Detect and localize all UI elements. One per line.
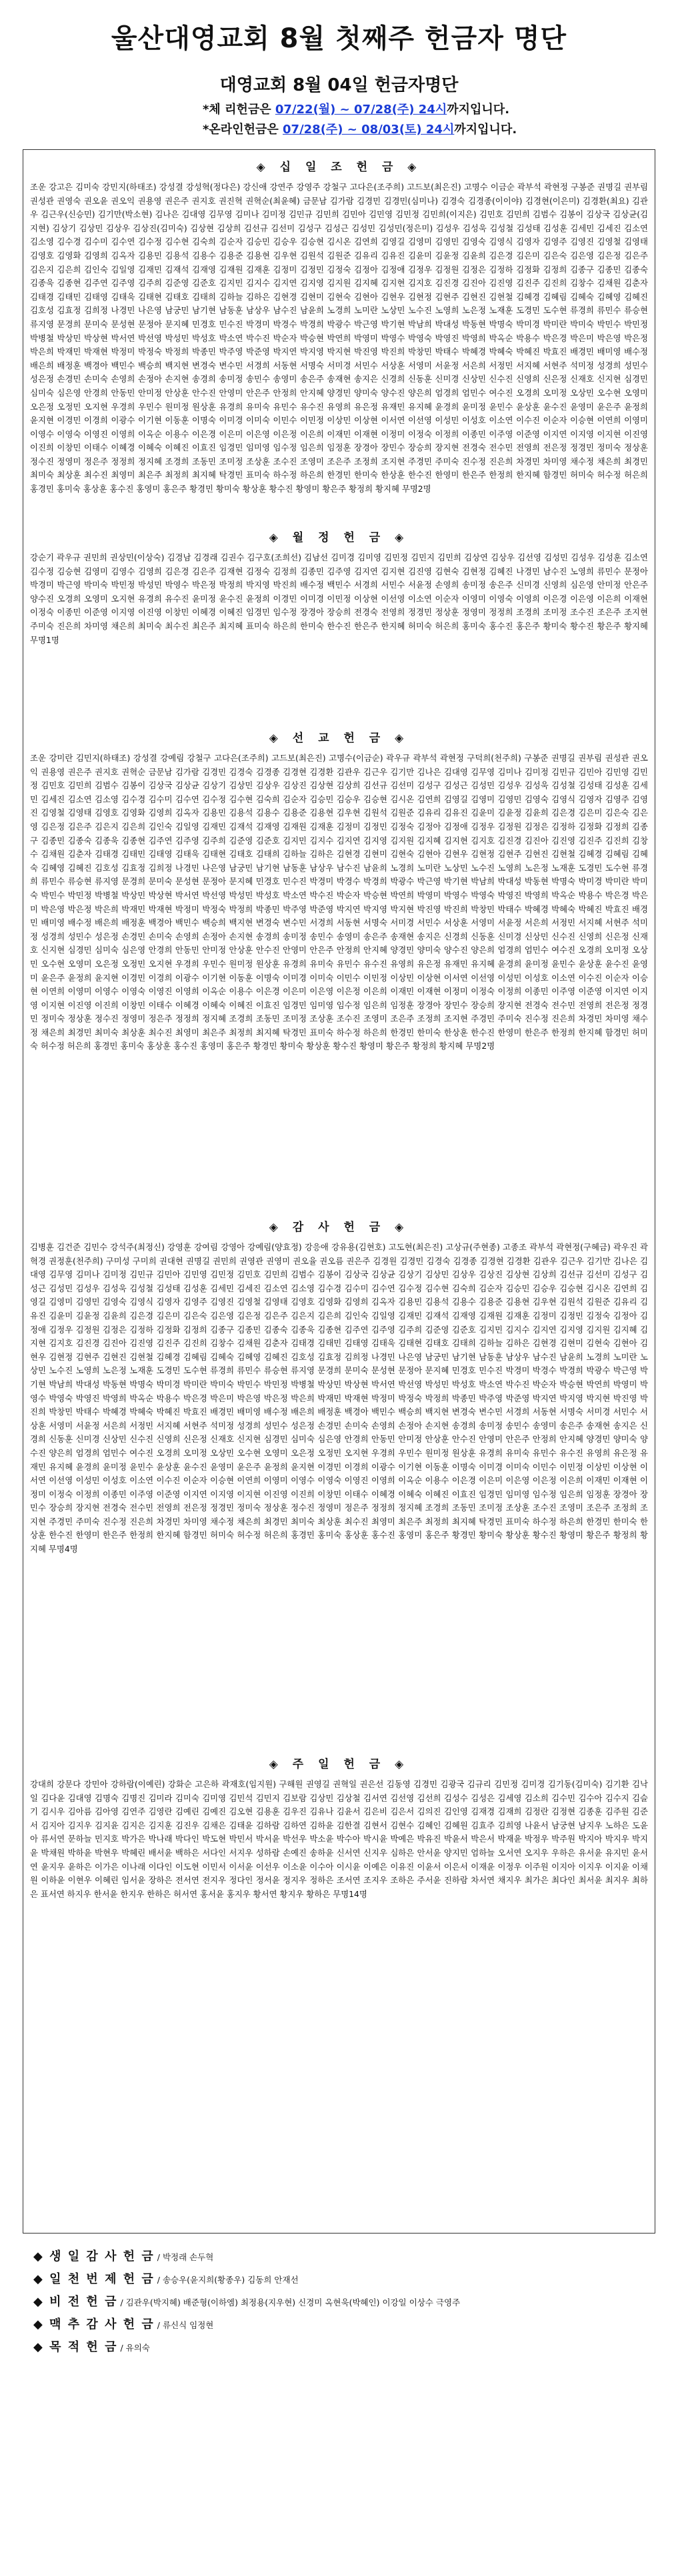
offering-names: / 김관우(박지혜) 배준형(이하엠) 최정용(지우현) 신경미 옥현욱(박혜인) 이강일 이상수 극영주 bbox=[117, 2297, 461, 2307]
offering-label: ◆ 비 전 헌 금 bbox=[33, 2295, 118, 2309]
section-sunday bbox=[30, 1751, 648, 2210]
birthday-offering-row bbox=[33, 2246, 655, 2268]
section-names: 강대희 강문다 강민아 강하람(이예린) 강화순 고은하 곽재호(임지원) 구해원 권영길 권혁일 권은선 김동영 김경민 김광국 김규리 김민정 김미경 김기동(김미숙) 김기환 김낙일 김다윤 김대영 김명숙 김명진 김미라 김미숙 김미영 김민석 김민지 김보람 김상민 김상철 김서연 김선영 김선희 김성수 김성은 김세영 김소희 김수민 김수아 김수지 김슬기 김시우 김아름 김아영 김연주 김영란 김예린 김예진 김오현 김용훈 김우진 김유나 김윤서 김은비 김은서 김의진 김인영 김재경 김재희 김정란 김정현 김종훈 김주원 김준서 김지아 김지우 김지윤 김지은 김지훈 김진우 김채은 김태윤 김하람 김하연 김하윤 김한결 김현서 김현수 김혜인 김혜원 김효주 김희영 나윤서 남궁현 남지우 노하은 도윤아 류서연 문하늘 민지호 박가은 박나래 박다인 박도현 박민서 박서윤 박선우 박소윤 박수아 박시윤 박예은 박유진 박윤서 박은서 박재윤 박정우 박주원 박지아 박지우 박지윤 박채원 박하윤 박현우 박혜린 배서윤 백하은 서다인 서지우 성하람 손예진 송하윤 신서연 신지우 심하은 안서윤 양지민 엄하늘 오서연 오지우 우하은 유서윤 유지민 윤서연 윤지우 윤하은 이가은 이나래 이다인 이도현 이민서 이서윤 이선우 이소윤 이수아 이시윤 이예은 이유진 이윤서 이은서 이재윤 이정우 이주원 이지아 이지우 이지윤 이채원 이하윤 이현우 이혜린 임서윤 장하은 전서연 전지우 정다인 정서윤 정지우 정하은 조서연 조지우 조하은 주서윤 진하람 차서연 채지우 최가은 최다인 최서윤 최지우 최하은 표서연 하지우 한서윤 한지우 한하은 허서연 홍서윤 홍지우 황서연 황지우 황하은 무명14명 bbox=[30, 1779, 648, 1899]
offering-names: / 송승우(윤지희(황종우) 김동희 안재선 bbox=[154, 2275, 299, 2285]
period-date: 07/28(주) ~ 08/03(토) 24시 bbox=[283, 123, 455, 137]
offering-label: ◆ 일 천 번 제 헌 금 bbox=[33, 2272, 155, 2286]
offering-label: ◆ 목 적 헌 금 bbox=[33, 2340, 118, 2354]
page-subtitle: 대영교회 8월 04일 헌금자명단 bbox=[219, 75, 459, 95]
period-line-online bbox=[203, 120, 655, 140]
period-prefix: *온라인헌금은 bbox=[203, 123, 283, 137]
purpose-offering-row bbox=[33, 2336, 655, 2359]
section-title: ◈ 선 교 헌 금 ◈ bbox=[269, 732, 409, 745]
period-prefix: *체 리헌금은 bbox=[203, 103, 275, 117]
section-names: 김병훈 김건준 김민수 강석주(최정신) 강영훈 강여림 강영아 강예림(양효정) 강응애 강유용(김현호) 고도현(최은진) 고상규(주현종) 고종조 곽부석 곽현정(구혜금) 곽우진 곽혁경 권정훈(천주희) 구미성 구미희 권대현 권명길 권민희 권영관 권영미 권오율 권오름 권은주 김경원 김경민 김경숙 김경종 김경현 김경환 김관우 김근우 김기만 김나은 김대영 김무영 김미나 김미정 김민규 김민아 김민영 김민정 김민호 김민희 김범수 김봉이 김상국 김상균 김상기 김상민 김상우 김상진 김상현 김상희 김선규 김선미 김성구 김성근 김성민 김성우 김성욱 김성철 김성태 김성훈 김세민 김세진 김소연 김소영 김수경 김수미 김수연 김수정 김수현 김숙희 김순자 김승민 김승우 김승현 김시온 김연희 김영길 김영미 김영민 김영숙 김영식 김영자 김영주 김영진 김영철 김영태 김영호 김영화 김영희 김옥자 김용민 김용석 김용수 김용준 김용현 김우현 김원석 김원준 김유리 김유진 김윤미 김윤정 김윤희 김은경 김은미 김은숙 김은영 김은정 김은주 김은지 김은희 김인숙 김일영 김재민 김재석 김재영 김재원 김재훈 김정미 김정민 김정숙 김정아 김정애 김정우 김정원 김정은 김정하 김정화 김정희 김종구 김종민 김종숙 김종욱 김종현 김주연 김주영 김주희 김준영 김준호 김지민 김지수 김지연 김지영 김지원 김지혜 김지현 김지호 김진경 김진아 김진영 김진주 김진희 김창수 김채원 김춘자 김태경 김태민 김태영 김태욱 김태현 김태호 김태희 김하늘 김하은 김현경 김현미 김현숙 김현아 김현우 김현정 김현주 김현진 김현철 김혜경 김혜림 김혜숙 김혜영 김혜진 김호성 김효정 김희정 나경민 나은영 남궁민 남기현 남동훈 남상우 남수진 남윤희 노경희 노미란 노상민 노수진 노영희 노은정 노재훈 도경민 도수현 류경희 류민수 류승현 류지영 문경희 문미숙 문성현 문정아 문지혜 민경호 민수진 박경미 박경수 박경희 박광수 박근영 박기현 박남희 박대성 박동현 박명숙 박미경 박미란 박미숙 박민수 박민정 박병철 박상민 박상현 박서연 박선영 박성민 박성호 박소연 박수진 박순자 박승현 박연희 박영미 박영수 박영숙 박영진 박영희 박옥순 박용수 박은경 박은미 박은영 박은정 박은희 박재민 박재현 박정미 박정숙 박정희 박종민 박주영 박준영 박지연 박지영 박지현 박진영 박진희 박창민 박태수 박혜경 박혜숙 박혜진 박효진 배경민 배미영 배수정 배은희 배정훈 백경아 백민수 백승희 백지현 변경숙 변수민 서경희 서동현 서명숙 서미경 서민수 서상훈 서영미 서윤정 서은희 서정민 서지혜 서현주 석미정 성경희 성민수 성은정 손경민 손미숙 손영희 손정아 손지현 송경희 송미정 송민수 송영미 송은주 송재현 송지은 신경희 신동훈 신미경 신상민 신수진 신영희 신은정 신재호 신지현 심경민 심미숙 심은영 안경희 안동민 안미정 안상훈 안수진 안영미 안은주 안정희 안지혜 양경민 양미숙 양수진 양은희 엄경희 엄민수 여수진 오경희 오미정 오상민 오수현 오영미 오은정 오정민 오지현 우경희 우민수 원미정 원상훈 유경희 유미숙 유민수 유수진 유영희 유은정 유재민 유지혜 윤경희 윤미정 윤민수 윤상훈 윤수진 윤영미 윤은주 윤정희 윤지현 이경민 이경희 이광수 이기현 이동훈 이명숙 이미경 이미숙 이민수 이민정 이상민 이상현 이서연 이선영 이성민 이성호 이소연 이수진 이순자 이승현 이연희 이영미 이영수 이영숙 이영진 이영희 이옥순 이용수 이은경 이은미 이은영 이은정 이은희 이재민 이재현 이정미 이정숙 이정희 이종민 이주영 이준영 이지연 이지영 이지현 이진영 이진희 이창민 이태수 이혜경 이혜숙 이혜진 이효진 임경민 임미영 임수정 임은희 임정훈 장경아 장민수 장승희 장지현 전경숙 전수민 전영희 전은정 정경민 정미숙 정상훈 정수진 정영미 정은주 정정희 정지혜 조경희 조동민 조미정 조상훈 조수진 조영미 조은주 조정희 조지현 주경민 주미숙 진수정 진은희 차경민 차미영 채수정 채은희 최경민 최미숙 최상훈 최수진 최영미 최은주 최정희 최지혜 탁경민 표미숙 하수정 하은희 한경민 한미숙 한상훈 한수진 한영미 한은주 한정희 한지혜 함경민 허미숙 허수정 허은희 홍경민 홍미숙 홍상훈 홍수진 홍영미 홍은주 황경민 황미숙 황상훈 황수진 황영미 황은주 황정희 황지혜 무명4명 bbox=[30, 1242, 648, 1555]
section-title: ◈ 감 사 헌 금 ◈ bbox=[269, 1221, 409, 1234]
harvest-offering-row bbox=[33, 2313, 655, 2336]
section-mission bbox=[30, 725, 648, 1210]
section-names: 조운 강고은 김미숙 강민지(하태조) 강성결 강성혁(정다은) 강신애 강연주 강영주 강철구 고다은(조주희) 고드보(최은진) 고명수 이금순 곽부석 곽현정 구봉준 권명길 권부림 권성관 권영숙 권오윤 권오익 권용영 권은주 권지호 권진혁 권혁순(최윤혜) 금문남 김가람 김경민 김경민(심미나) 김경숙 김경종(이이야) 김경현(이은미) 김경환(최요) 김관우 김근우(신승민) 김기만(박소현) 김나은 김대영 김무영 김미나 김미정 김민규 김민희 김민아 김민영 김민정 김민희(이지은) 김민호 김민희 김범수 김봉이 김상국 김상균(김지현) 김상기 김상민 김상우 김상진(김미숙) 김상현 김상희 김선규 김선미 김성구 김성근 김성민 김성민(정은미) 김성우 김성욱 김성철 김성태 김성훈 김세민 김세진 김소연 김소영 김수경 김수미 김수연 김수정 김수현 김숙희 김순자 김승민 김승우 김승현 김시온 김연희 김영길 김영미 김영민 김영숙 김영식 김영자 김영주 김영진 김영철 김영태 김영호 김영화 김영희 김옥자 김용민 김용석 김용수 김용준 김용현 김우현 김원석 김원준 김유리 김유진 김윤미 김윤정 김윤희 김은경 김은미 김은숙 김은영 김은정 김은주 김은지 김은희 김인숙 김일영 김재민 김재석 김재영 김재원 김재훈 김정미 김정민 김정숙 김정아 김정애 김정우 김정원 김정은 김정하 김정화 김정희 김종구 김종민 김종숙 김종욱 김종현 김주연 김주영 김주희 김준영 김준호 김지민 김지수 김지연 김지영 김지원 김지혜 김지현 김지호 김진경 김진아 김진영 김진주 김진희 김창수 김채원 김춘자 김태경 김태민 김태영 김태욱 김태현 김태호 김태희 김하늘 김하은 김현경 김현미 김현숙 김현아 김현우 김현정 김현주 김현진 김현철 김혜경 김혜림 김혜숙 김혜영 김혜진 김호성 김효정 김희정 나경민 나은영 남궁민 남기현 남동훈 남상우 남수진 남윤희 노경희 노미란 노상민 노수진 노영희 노은정 노재훈 도경민 도수현 류경희 류민수 류승현 류지영 문경희 문미숙 문성현 문정아 문지혜 민경호 민수진 박경미 박경수 박경희 박광수 박근영 박기현 박남희 박대성 박동현 박명숙 박미경 박미란 박미숙 박민수 박민정 박병철 박상민 박상현 박서연 박선영 박성민 박성호 박소연 박수진 박순자 박승현 박연희 박영미 박영수 박영숙 박영진 박영희 박옥순 박용수 박은경 박은미 박은영 박은정 박은희 박재민 박재현 박정미 박정숙 박정희 박종민 박주영 박준영 박지연 박지영 박지현 박진영 박진희 박창민 박태수 박혜경 박혜숙 박혜진 박효진 배경민 배미영 배수정 배은희 배정훈 백경아 백민수 백승희 백지현 변경숙 변수민 서경희 서동현 서명숙 서미경 서민수 서상훈 서영미 서윤정 서은희 서정민 서지혜 서현주 석미정 성경희 성민수 성은정 손경민 손미숙 손영희 손정아 손지현 송경희 송미정 송민수 송영미 송은주 송재현 송지은 신경희 신동훈 신미경 신상민 신수진 신영희 신은정 신재호 신지현 심경민 심미숙 심은영 안경희 안동민 안미정 안상훈 안수진 안영미 안은주 안정희 안지혜 양경민 양미숙 양수진 양은희 엄경희 엄민수 여수진 오경희 오미정 오상민 오수현 오영미 오은정 오정민 오지현 우경희 우민수 원미정 원상훈 유경희 유미숙 유민수 유수진 유영희 유은정 유재민 유지혜 윤경희 윤미정 윤민수 윤상훈 윤수진 윤영미 윤은주 윤정희 윤지현 이경민 이경희 이광수 이기현 이동훈 이명숙 이미경 이미숙 이민수 이민정 이상민 이상현 이서연 이선영 이성민 이성호 이소연 이수진 이순자 이승현 이연희 이영미 이영수 이영숙 이영진 이영희 이옥순 이용수 이은경 이은미 이은영 이은정 이은희 이재민 이재현 이정미 이정숙 이정희 이종민 이주영 이준영 이지연 이지영 이지현 이진영 이진희 이창민 이태수 이혜경 이혜숙 이혜진 이효진 임경민 임미영 임수정 임은희 임정훈 장경아 장민수 장승희 장지현 전경숙 전수민 전영희 전은정 정경민 정미숙 정상훈 정수진 정영미 정은주 정정희 정지혜 조경희 조동민 조미정 조상훈 조수진 조영미 조은주 조정희 조지현 주경민 주미숙 진수정 진은희 차경민 차미영 채수정 채은희 최경민 최미숙 최상훈 최수진 최영미 최은주 최정희 최지혜 탁경민 표미숙 하수정 하은희 한경민 한미숙 한상훈 한수진 한영미 한은주 한정희 한지혜 함경민 허미숙 허수정 허은희 홍경민 홍미숙 홍상훈 홍수진 홍영미 홍은주 황경민 황미숙 황상훈 황수진 황영미 황은주 황정희 황지혜 무명2명 bbox=[30, 182, 648, 494]
section-names: 강순기 곽우규 권민희 권상민(이상숙) 김경남 김경래 김권수 김구호(조희선) 김남선 김미경 김미영 김민정 김민지 김민희 김상연 김상우 김선영 김성민 김성우 김성훈 김소연 김수정 김승현 김영미 김영수 김영희 김은경 김은주 김재현 김정숙 김정희 김종민 김주영 김지연 김지현 김진영 김현숙 김현정 김혜진 나경민 남수진 노영희 류민수 문정아 박경미 박근영 박미숙 박민정 박성민 박영수 박은정 박정희 박지영 박진희 배수정 백민수 서경희 서민수 서윤정 손영희 송미정 송은주 신미경 신영희 심은영 안미정 안은주 양수진 오경희 오영미 오지현 유경희 유수진 윤미정 윤수진 윤정희 이경민 이미경 이민정 이상현 이선영 이소연 이순자 이영미 이영숙 이영희 이은경 이은영 이은희 이재현 이정숙 이종민 이준영 이지영 이진영 이창민 이혜경 이혜진 임경민 임수정 장경아 장승희 전경숙 전영희 정경민 정상훈 정영미 정정희 조경희 조미정 조수진 조은주 조지현 주미숙 진은희 차미영 채은희 최미숙 최수진 최은주 최지혜 표미숙 하은희 한미숙 한수진 한은주 한지혜 허미숙 허은희 홍미숙 홍수진 홍은주 황미숙 황수진 황은주 황지혜 무명1명 bbox=[30, 552, 648, 645]
section-title: ◈ 월 정 헌 금 ◈ bbox=[269, 531, 409, 544]
page-title: 울산대영교회 8월 첫째주 헌금자 명단 bbox=[111, 23, 567, 54]
section-title: ◈ 십 일 조 헌 금 ◈ bbox=[256, 161, 422, 174]
offering-label: ◆ 맥 추 감 사 헌 금 bbox=[33, 2317, 155, 2331]
section-monthly bbox=[30, 524, 648, 721]
offering-names: / 유의숙 bbox=[117, 2343, 150, 2353]
thousand-offering-row bbox=[33, 2268, 655, 2291]
period-suffix: 까지입니다. bbox=[454, 123, 517, 137]
period-notice bbox=[23, 100, 655, 140]
period-suffix: 까지입니다. bbox=[447, 103, 510, 117]
offering-names: / 류신식 임정현 bbox=[154, 2320, 214, 2330]
section-title: ◈ 주 일 헌 금 ◈ bbox=[269, 1758, 409, 1771]
offering-list-box bbox=[23, 149, 655, 2234]
period-date: 07/22(월) ~ 07/28(주) 24시 bbox=[275, 103, 447, 117]
offering-names: / 박정래 손두혁 bbox=[154, 2252, 214, 2262]
offering-label: ◆ 생 일 감 사 헌 금 bbox=[33, 2250, 155, 2263]
vision-offering-row bbox=[33, 2291, 655, 2313]
section-thanks bbox=[30, 1214, 648, 1747]
section-names: 조운 강미란 김민지(하태조) 강성결 강예림 강철구 고다은(조주희) 고드보(최은진) 고명수(이금순) 곽우규 곽부석 곽현정 구덕희(천주희) 구봉준 권명길 권부림 권성관 권오익 권용영 권은주 권지호 권혁순 금문남 김가람 김경민 김경숙 김경종 김경현 김경환 김관우 김근우 김기만 김나은 김대영 김무영 김미나 김미정 김민규 김민아 김민영 김민정 김민호 김민희 김범수 김봉이 김상국 김상균 김상기 김상민 김상우 김상진 김상현 김상희 김선규 김선미 김성구 김성근 김성민 김성우 김성욱 김성철 김성태 김성훈 김세민 김세진 김소연 김소영 김수경 김수미 김수연 김수정 김수현 김숙희 김순자 김승민 김승우 김승현 김시온 김연희 김영길 김영미 김영민 김영숙 김영식 김영자 김영주 김영진 김영철 김영태 김영호 김영화 김영희 김옥자 김용민 김용석 김용수 김용준 김용현 김우현 김원석 김원준 김유리 김유진 김윤미 김윤정 김윤희 김은경 김은미 김은숙 김은영 김은정 김은주 김은지 김은희 김인숙 김일영 김재민 김재석 김재영 김재원 김재훈 김정미 김정민 김정숙 김정아 김정애 김정우 김정원 김정은 김정하 김정화 김정희 김종구 김종민 김종숙 김종욱 김종현 김주연 김주영 김주희 김준영 김준호 김지민 김지수 김지연 김지영 김지원 김지혜 김지현 김지호 김진경 김진아 김진영 김진주 김진희 김창수 김채원 김춘자 김태경 김태민 김태영 김태욱 김태현 김태호 김태희 김하늘 김하은 김현경 김현미 김현숙 김현아 김현우 김현정 김현주 김현진 김현철 김혜경 김혜림 김혜숙 김혜영 김혜진 김호성 김효정 김희정 나경민 나은영 남궁민 남기현 남동훈 남상우 남수진 남윤희 노경희 노미란 노상민 노수진 노영희 노은정 노재훈 도경민 도수현 류경희 류민수 류승현 류지영 문경희 문미숙 문성현 문정아 문지혜 민경호 민수진 박경미 박경수 박경희 박광수 박근영 박기현 박남희 박대성 박동현 박명숙 박미경 박미란 박미숙 박민수 박민정 박병철 박상민 박상현 박서연 박선영 박성민 박성호 박소연 박수진 박순자 박승현 박연희 박영미 박영수 박영숙 박영진 박영희 박옥순 박용수 박은경 박은미 박은영 박은정 박은희 박재민 박재현 박정미 박정숙 박정희 박종민 박주영 박준영 박지연 박지영 박지현 박진영 박진희 박창민 박태수 박혜경 박혜숙 박혜진 박효진 배경민 배미영 배수정 배은희 배정훈 백경아 백민수 백승희 백지현 변경숙 변수민 서경희 서동현 서명숙 서미경 서민수 서상훈 서영미 서윤정 서은희 서정민 서지혜 서현주 석미정 성경희 성민수 성은정 손경민 손미숙 손영희 손정아 손지현 송경희 송미정 송민수 송영미 송은주 송재현 송지은 신경희 신동훈 신미경 신상민 신수진 신영희 신은정 신재호 신지현 심경민 심미숙 심은영 안경희 안동민 안미정 안상훈 안수진 안영미 안은주 안정희 안지혜 양경민 양미숙 양수진 양은희 엄경희 엄민수 여수진 오경희 오미정 오상민 오수현 오영미 오은정 오정민 오지현 우경희 우민수 원미정 원상훈 유경희 유미숙 유민수 유수진 유영희 유은정 유재민 유지혜 윤경희 윤미정 윤민수 윤상훈 윤수진 윤영미 윤은주 윤정희 윤지현 이경민 이경희 이광수 이기현 이동훈 이명숙 이미경 이미숙 이민수 이민정 이상민 이상현 이서연 이선영 이성민 이성호 이소연 이수진 이순자 이승현 이연희 이영미 이영수 이영숙 이영진 이영희 이옥순 이용수 이은경 이은미 이은영 이은정 이은희 이재민 이재현 이정미 이정숙 이정희 이종민 이주영 이준영 이지연 이지영 이지현 이진영 이진희 이창민 이태수 이혜경 이혜숙 이혜진 이효진 임경민 임미영 임수정 임은희 임정훈 장경아 장민수 장승희 장지현 전경숙 전수민 전영희 전은정 정경민 정미숙 정상훈 정수진 정영미 정은주 정정희 정지혜 조경희 조동민 조미정 조상훈 조수진 조영미 조은주 조정희 조지현 주경민 주미숙 진수정 진은희 차경민 차미영 채수정 채은희 최경민 최미숙 최상훈 최수진 최영미 최은주 최정희 최지혜 탁경민 표미숙 하수정 하은희 한경민 한미숙 한상훈 한수진 한영미 한은주 한정희 한지혜 함경민 허미숙 허수정 허은희 홍경민 홍미숙 홍상훈 홍수진 홍영미 홍은주 황경민 황미숙 황상훈 황수진 황영미 황은주 황정희 황지혜 무명2명 bbox=[30, 753, 648, 1051]
period-line-offline bbox=[203, 100, 655, 120]
section-tithe bbox=[30, 154, 648, 520]
other-offerings bbox=[23, 2246, 655, 2359]
